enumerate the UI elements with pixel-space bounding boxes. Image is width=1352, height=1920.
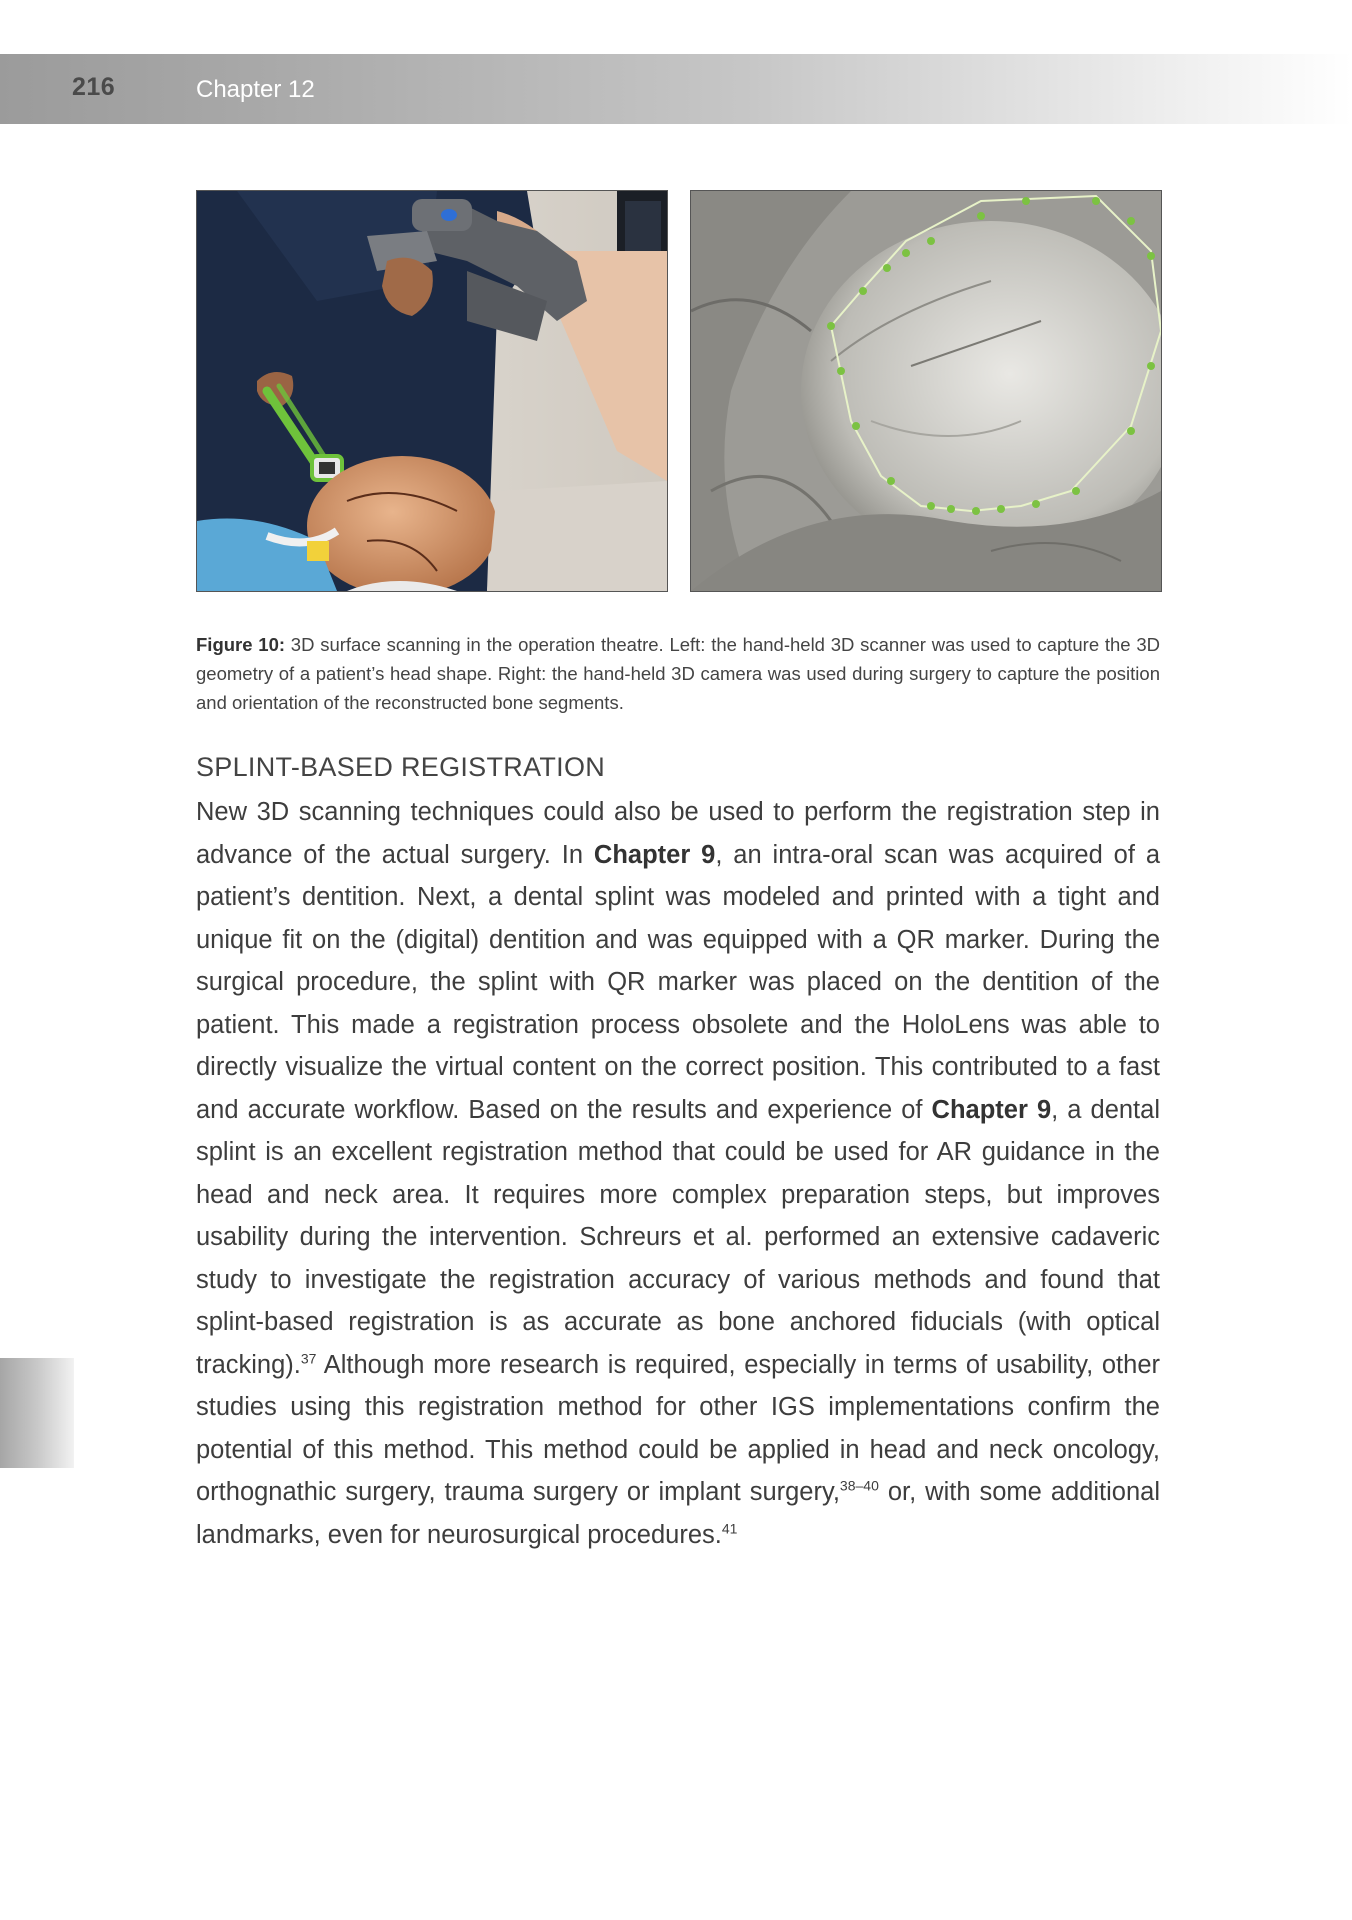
figure-photo-scanner [196,190,668,592]
section-heading: SPLINT-BASED REGISTRATION [196,752,606,782]
figure-caption [196,630,1160,717]
body-text-2: , an intra-oral scan was acquired of a patient’s dentition. Next, a dental splint was modeled and printed with a tight and unique fit on the (digital) dentition and was equipped with a QR marker. During the surgical procedure, the splint with QR marker was placed on the dentition of the patient. This made a registration process obsolete and the HoloLens was able to directly visualize the virtual content on the correct position. This contributed to a fast and accurate workflow. Based on the results and experience of [196,840,1160,1124]
surface-scan-illustration [691,191,1161,591]
body-paragraph [196,791,1160,1556]
chapter-reference-2: Chapter 9 [931,1095,1052,1124]
chapter-reference-1: Chapter 9 [593,840,716,869]
figure-caption-text: 3D surface scanning in the operation theatre. Left: the hand-held 3D scanner was used to capture the 3D geometry of a patient’s head shape. Right: the hand-held 3D camera was used during surgery to capture the position and orientation of the reconstructed bone segments. [196,634,1161,713]
body-text-4: Although more research is required, especially in terms of usability, other studies using this registration method for other IGS implementations confirm the potential of this method. This method could be applied in head and neck oncology, orthognathic surgery, trauma surgery or implant surgery, [196,1350,1160,1506]
figure-label: Figure 10: [196,634,286,655]
citation-37: 37 [300,1350,317,1366]
citation-41: 41 [721,1520,738,1536]
figure-surface-scan [690,190,1162,592]
side-thumb-tab [0,1358,74,1468]
running-head: Chapter 12 [196,76,315,103]
citation-38-40: 38–40 [839,1477,879,1494]
body-text-1: New 3D scanning techniques could also be used to perform the registration step in advance of the actual surgery. In [196,798,1160,869]
body-text-5: or, with some additional landmarks, even for neurosurgical procedures. [196,1478,1160,1549]
scanner-photo-illustration [197,191,667,591]
body-text-3: , a dental splint is an excellent registration method that could be used for AR guidance in the head and neck area. It requires more complex preparation steps, but improves usability during the intervention. Schreurs et al. performed an extensive cadaveric study to investigate the registration accuracy of various methods and found that splint-based registration is as accurate as bone anchored fiducials (with optical tracking). [196,1095,1160,1379]
page-number: 216 [72,73,116,101]
